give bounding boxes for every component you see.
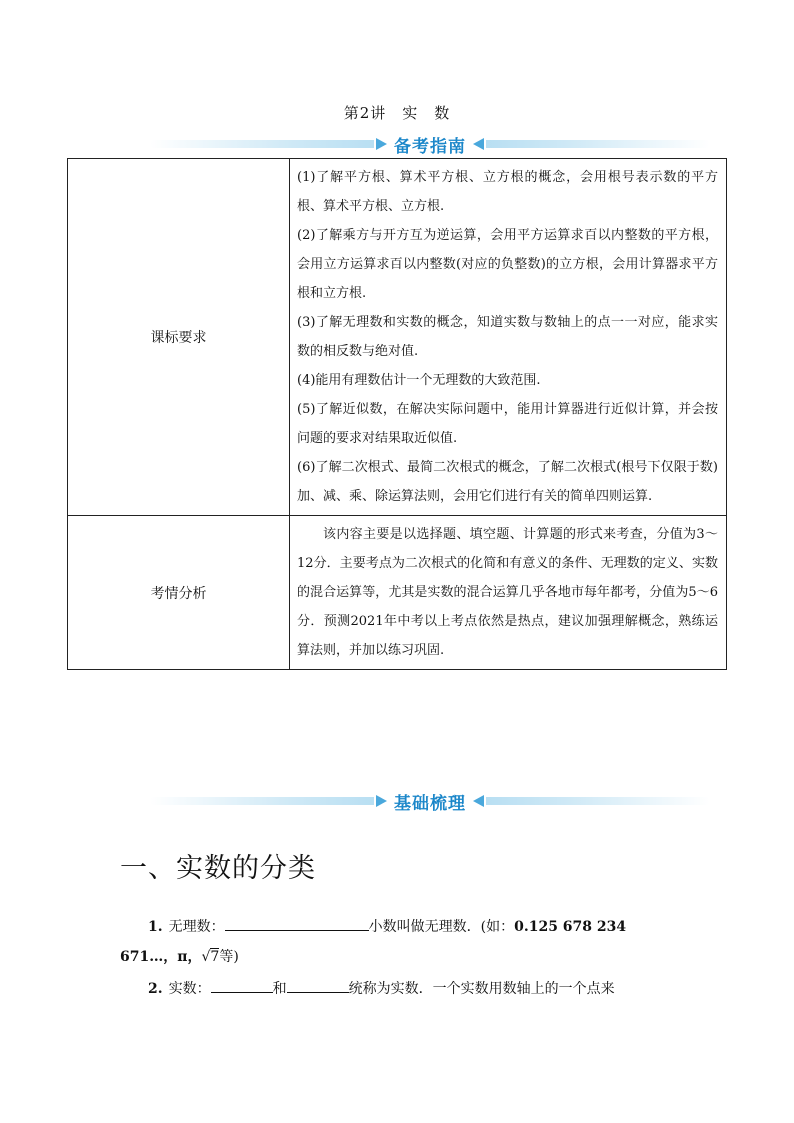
requirement-item-5: (5)了解近似数，在解决实际问题中，能用计算器进行近似计算，并会按问题的要求对结果取近似值. [297,402,718,446]
sqrt-argument: 7 [210,949,220,965]
requirement-item-2: (2)了解乘方与开方互为逆运算，会用平方运算求百以内整数的平方根，会用立方运算求百以内整数(对应的负整数)的立方根，会用计算器求平方根和立方根. [297,228,718,301]
question-1-text: 小数叫做无理数．(如： [368,919,515,935]
requirement-item-1: (1)了解平方根、算术平方根、立方根的概念，会用根号表示数的平方根、算术平方根、立方根. [297,170,718,214]
analysis-text: 该内容主要是以选择题、填空题、计算题的形式来考查，分值为3～12分．主要考点为二次根式的化简和有意义的条件、无理数的定义、实数的混合运算等，尤其是实数的混合运算几乎各地市每年都考，分值为5～6分．预测2021年中考以上考点依然是热点，建议加强理解概念，熟练运算法则，并加以练习巩固. [297,527,718,658]
question-2-number: 2. [148,981,163,997]
banner-left-ornament-icon [374,794,390,808]
answer-blank-rational[interactable] [211,976,273,993]
requirement-item-3: (3)了解无理数和实数的概念，知道实数与数轴上的点一一对应，能求实数的相反数与绝对值. [297,315,718,359]
banner-left-ornament-icon [374,137,390,151]
question-2 [120,974,680,1004]
lecture-title: 第2讲 实 数 [343,104,451,122]
question-1 [120,912,680,972]
banner-guide [150,131,710,157]
banner-guide-label: 备考指南 [390,132,470,157]
section-heading: 一、实数的分类 [120,853,316,884]
answer-blank-irrational[interactable] [225,914,369,931]
question-1-tail: 等) [219,949,239,965]
guide-table [67,158,727,670]
requirements-label: 课标要求 [68,159,290,516]
question-1-number: 1. [148,919,163,935]
banner-right-ornament-icon [470,137,486,151]
banner-basics [150,788,710,814]
banner-right-ornament-icon [470,794,486,808]
question-1-example: 0.125 678 234 671…，π， [120,919,627,965]
requirement-item-4: (4)能用有理数估计一个无理数的大致范围. [297,373,541,388]
analysis-cell [290,516,727,670]
sqrt-icon: √ [201,949,211,965]
question-1-label: 无理数： [168,919,225,935]
requirement-item-6: (6)了解二次根式、最简二次根式的概念，了解二次根式(根号下仅限于数)加、减、乘、除运算法则，会用它们进行有关的简单四则运算. [297,460,718,504]
answer-blank-irrational-2[interactable] [287,976,349,993]
question-2-label: 实数： [168,981,211,997]
question-2-and: 和 [272,981,287,997]
analysis-label: 考情分析 [68,516,290,670]
requirements-row [68,159,727,516]
banner-basics-label: 基础梳理 [390,789,470,814]
analysis-row [68,516,727,670]
requirements-cell [290,159,727,516]
question-2-text: 统称为实数．一个实数用数轴上的一个点来 [348,981,615,997]
